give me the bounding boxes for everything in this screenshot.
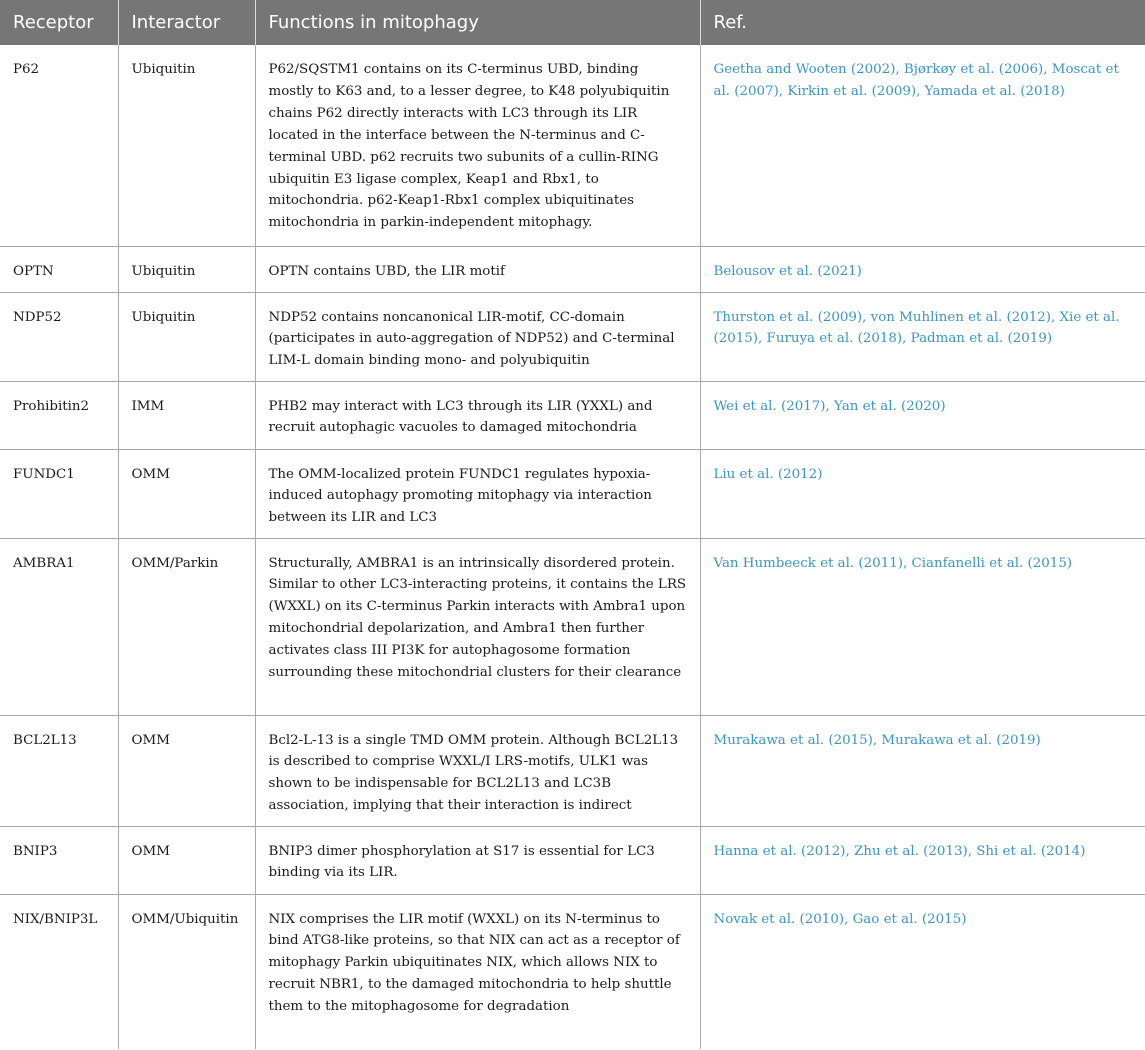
function-cell: OPTN contains UBD, the LIR motif xyxy=(255,246,700,292)
interactor-cell: OMM xyxy=(118,826,255,894)
function-cell: NIX comprises the LIR motif (WXXL) on its N-terminus to bind ATG8-like proteins, so that NIX can act as a receptor of mitophagy Parkin ubiquitinates NIX, which allows NIX to recruit NBR1, to the damaged mitochondria to help shuttle them to the mitophagosome for degradation xyxy=(255,894,700,1049)
ref-link[interactable]: Wei et al. (2017), Yan et al. (2020) xyxy=(700,381,1145,449)
table-row xyxy=(0,381,1145,449)
receptor-cell: BCL2L13 xyxy=(0,715,118,826)
table-row xyxy=(0,292,1145,381)
interactor-cell: OMM/Ubiquitin xyxy=(118,894,255,1049)
header-interactor: Interactor xyxy=(118,0,255,45)
header-row xyxy=(0,0,1145,45)
interactor-cell: OMM xyxy=(118,449,255,538)
header-ref: Ref. xyxy=(700,0,1145,45)
receptor-cell: NIX/BNIP3L xyxy=(0,894,118,1049)
receptor-cell: Prohibitin2 xyxy=(0,381,118,449)
header-functions: Functions in mitophagy xyxy=(255,0,700,45)
function-cell: PHB2 may interact with LC3 through its LIR (YXXL) and recruit autophagic vacuoles to damaged mitochondria xyxy=(255,381,700,449)
table-row xyxy=(0,449,1145,538)
interactor-cell: Ubiquitin xyxy=(118,45,255,246)
function-cell: NDP52 contains noncanonical LIR-motif, CC-domain (participates in auto-aggregation of NDP52) and C-terminal LIM-L domain binding mono- and polyubiquitin xyxy=(255,292,700,381)
function-cell: P62/SQSTM1 contains on its C-terminus UBD, binding mostly to K63 and, to a lesser degree, to K48 polyubiquitin chains P62 directly interacts with LC3 through its LIR located in the interface between the N-terminus and C-terminal UBD. p62 recruits two subunits of a cullin-RING ubiquitin E3 ligase complex, Keap1 and Rbx1, to mitochondria. p62-Keap1-Rbx1 complex ubiquitinates mitochondria in parkin-independent mitophagy. xyxy=(255,45,700,246)
interactor-cell: IMM xyxy=(118,381,255,449)
function-cell: Bcl2-L-13 is a single TMD OMM protein. Although BCL2L13 is described to comprise WXXL/I LRS-motifs, ULK1 was shown to be indispensable for BCL2L13 and LC3B association, implying that their interaction is indirect xyxy=(255,715,700,826)
ref-link[interactable]: Murakawa et al. (2015), Murakawa et al. (2019) xyxy=(700,715,1145,826)
receptor-cell: AMBRA1 xyxy=(0,538,118,715)
table-row xyxy=(0,894,1145,1049)
function-cell: BNIP3 dimer phosphorylation at S17 is essential for LC3 binding via its LIR. xyxy=(255,826,700,894)
header-receptor: Receptor xyxy=(0,0,118,45)
table-body xyxy=(0,45,1145,1049)
ref-link[interactable]: Belousov et al. (2021) xyxy=(700,246,1145,292)
receptor-cell: BNIP3 xyxy=(0,826,118,894)
receptor-cell: OPTN xyxy=(0,246,118,292)
receptor-cell: NDP52 xyxy=(0,292,118,381)
ref-link[interactable]: Liu et al. (2012) xyxy=(700,449,1145,538)
function-cell: Structurally, AMBRA1 is an intrinsically disordered protein. Similar to other LC3-interacting proteins, it contains the LRS (WXXL) on its C-terminus Parkin interacts with Ambra1 upon mitochondrial depolarization, and Ambra1 then further activates class III PI3K for autophagosome formation surrounding these mitochondrial clusters for their clearance xyxy=(255,538,700,715)
interactor-cell: OMM/Parkin xyxy=(118,538,255,715)
table-row xyxy=(0,826,1145,894)
table-row xyxy=(0,715,1145,826)
interactor-cell: Ubiquitin xyxy=(118,292,255,381)
ref-link[interactable]: Novak et al. (2010), Gao et al. (2015) xyxy=(713,911,967,927)
table-row xyxy=(0,538,1145,715)
ref-link[interactable]: Geetha and Wooten (2002), Bjørkøy et al. (2006), Moscat et al. (2007), Kirkin et al. (2009), Yamada et al. (2018) xyxy=(700,45,1145,246)
receptor-cell: FUNDC1 xyxy=(0,449,118,538)
table-row xyxy=(0,45,1145,246)
ref-link[interactable]: Thurston et al. (2009), von Muhlinen et al. (2012), Xie et al. (2015), Furuya et al. (2018), Padman et al. (2019) xyxy=(700,292,1145,381)
table-row xyxy=(0,246,1145,292)
table-header xyxy=(0,0,1145,45)
ref-link[interactable]: Van Humbeeck et al. (2011), Cianfanelli et al. (2015) xyxy=(700,538,1145,715)
receptor-cell: P62 xyxy=(0,45,118,246)
ref-link[interactable]: Hanna et al. (2012), Zhu et al. (2013), Shi et al. (2014) xyxy=(700,826,1145,894)
interactor-cell: OMM xyxy=(118,715,255,826)
function-cell: The OMM-localized protein FUNDC1 regulates hypoxia-induced autophagy promoting mitophagy via interaction between its LIR and LC3 xyxy=(255,449,700,538)
interactor-cell: Ubiquitin xyxy=(118,246,255,292)
